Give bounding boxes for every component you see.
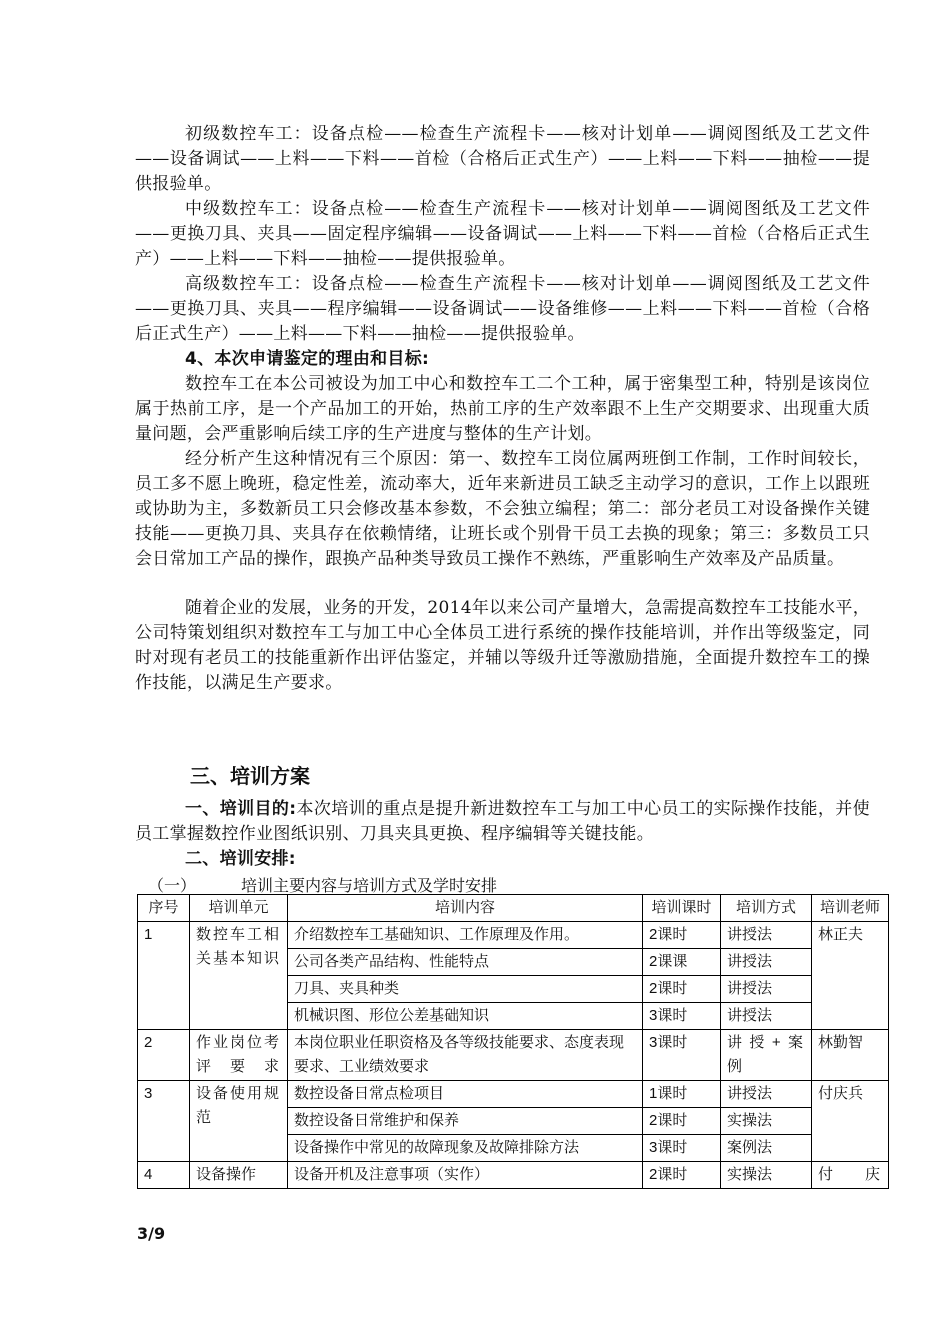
cell-hours: 2课时 xyxy=(643,1108,721,1135)
cell-teacher: 付庆 xyxy=(812,1162,889,1189)
header-method: 培训方式 xyxy=(721,895,812,922)
training-goal-label: 一、培训目的: xyxy=(185,799,297,819)
training-goal-text: 本次培训的重点是提升新进数控车工与加工中心员工的实际操作技能，并使员工掌握数控作业图纸识别、刀具夹具更换、程序编辑等关键技能。 xyxy=(135,799,870,844)
cell-method: 实操法 xyxy=(721,1162,812,1189)
paragraph-training-goal xyxy=(135,797,870,847)
cell-content: 公司各类产品结构、性能特点 xyxy=(288,949,643,976)
cell-method: 讲授法 xyxy=(721,976,812,1003)
cell-unit: 作业岗位考评要求 xyxy=(190,1030,288,1081)
cell-hours: 3课时 xyxy=(643,1030,721,1081)
paragraph-intermediate-workflow: 中级数控车工：设备点检——检查生产流程卡——核对计划单——调阅图纸及工艺文件——更换刀具、夹具——固定程序编辑——设备调试——上料——下料——首检（合格后正式生产）——上料——下料——抽检——提供报验单。 xyxy=(135,199,870,269)
cell-method: 实操法 xyxy=(721,1108,812,1135)
cell-content: 设备开机及注意事项（实作） xyxy=(288,1162,643,1189)
cell-unit: 设备操作 xyxy=(190,1162,288,1189)
cell-content: 数控设备日常维护和保养 xyxy=(288,1108,643,1135)
section-title: 三、培训方案 xyxy=(190,764,310,788)
table-caption xyxy=(148,873,497,896)
page-number: 3/9 xyxy=(137,1224,166,1243)
caption-text: 培训主要内容与培训方式及学时安排 xyxy=(241,876,498,895)
paragraph-reason: 数控车工在本公司被设为加工中心和数控车工二个工种，属于密集型工种，特别是该岗位属于热前工序，是一个产品加工的开始，热前工序的生产效率跟不上生产交期要求、出现重大质量问题，会严重影响后续工序的生产进度与整体的生产计划。 xyxy=(135,374,870,444)
caption-number: （一） xyxy=(148,876,197,895)
cell-hours: 2课时 xyxy=(643,976,721,1003)
cell-method: 讲授法 xyxy=(721,949,812,976)
cell-method: 讲授法 xyxy=(721,1081,812,1108)
cell-unit: 数控车工相关基本知识 xyxy=(190,922,288,1030)
cell-no: 2 xyxy=(138,1030,190,1081)
cell-content: 数控设备日常点检项目 xyxy=(288,1081,643,1108)
training-arrangement-label: 二、培训安排: xyxy=(185,849,296,869)
cell-hours: 3课时 xyxy=(643,1003,721,1030)
header-no: 序号 xyxy=(138,895,190,922)
table-row xyxy=(138,1162,889,1189)
table-header-row xyxy=(138,895,889,922)
cell-content: 介绍数控车工基础知识、工作原理及作用。 xyxy=(288,922,643,949)
cell-content: 本岗位职业任职资格及各等级技能要求、态度表现要求、工业绩效要求 xyxy=(288,1030,643,1081)
paragraph-development: 随着企业的发展，业务的开发，2014年以来公司产量增大，急需提高数控车工技能水平，公司特策划组织对数控车工与加工中心全体员工进行系统的操作技能培训，并作出等级鉴定，同时对现有老员工的技能重新作出评估鉴定，并辅以等级升迁等激励措施，全面提升数控车工的操作技能，以满足生产要求。 xyxy=(135,598,870,693)
cell-method: 讲授+案例 xyxy=(721,1030,812,1081)
header-hours: 培训课时 xyxy=(643,895,721,922)
paragraph-senior-workflow: 高级数控车工：设备点检——检查生产流程卡——核对计划单——调阅图纸及工艺文件——更换刀具、夹具——程序编辑——设备调试——设备维修——上料——下料——首检（合格后正式生产）——上料——下料——抽检——提供报验单。 xyxy=(135,274,870,344)
cell-no: 3 xyxy=(138,1081,190,1162)
cell-teacher: 林正夫 xyxy=(812,922,889,1030)
paragraph-junior-workflow: 初级数控车工：设备点检——检查生产流程卡——核对计划单——调阅图纸及工艺文件——设备调试——上料——下料——首检（合格后正式生产）——上料——下料——抽检——提供报验单。 xyxy=(135,124,870,194)
cell-content: 机械识图、形位公差基础知识 xyxy=(288,1003,643,1030)
cell-hours: 2课时 xyxy=(643,922,721,949)
cell-hours: 1课时 xyxy=(643,1081,721,1108)
header-teacher: 培训老师 xyxy=(812,895,889,922)
training-schedule-table xyxy=(137,894,889,1189)
table-row xyxy=(138,922,889,949)
cell-teacher: 付庆兵 xyxy=(812,1081,889,1162)
cell-content: 刀具、夹具种类 xyxy=(288,976,643,1003)
cell-unit: 设备使用规范 xyxy=(190,1081,288,1162)
cell-hours: 2课课 xyxy=(643,949,721,976)
cell-method: 讲授法 xyxy=(721,1003,812,1030)
table-row xyxy=(138,1030,889,1081)
cell-hours: 3课时 xyxy=(643,1135,721,1162)
header-content: 培训内容 xyxy=(288,895,643,922)
cell-no: 4 xyxy=(138,1162,190,1189)
heading-reason-goal: 4、本次申请鉴定的理由和目标: xyxy=(185,349,430,369)
cell-teacher: 林勤智 xyxy=(812,1030,889,1081)
header-unit: 培训单元 xyxy=(190,895,288,922)
cell-method: 案例法 xyxy=(721,1135,812,1162)
cell-content: 设备操作中常见的故障现象及故障排除方法 xyxy=(288,1135,643,1162)
cell-method: 讲授法 xyxy=(721,922,812,949)
cell-no: 1 xyxy=(138,922,190,1030)
paragraph-analysis: 经分析产生这种情况有三个原因：第一、数控车工岗位属两班倒工作制，工作时间较长，员工多不愿上晚班，稳定性差，流动率大，近年来新进员工缺乏主动学习的意识，工作上以跟班或协助为主，多数新员工只会修改基本参数，不会独立编程；第二：部分老员工对设备操作关键技能——更换刀具、夹具存在依赖情绪，让班长或个别骨干员工去换的现象；第三：多数员工只会日常加工产品的操作，跟换产品种类导致员工操作不熟练，严重影响生产效率及产品质量。 xyxy=(135,449,870,569)
cell-hours: 2课时 xyxy=(643,1162,721,1189)
table-row xyxy=(138,1081,889,1108)
